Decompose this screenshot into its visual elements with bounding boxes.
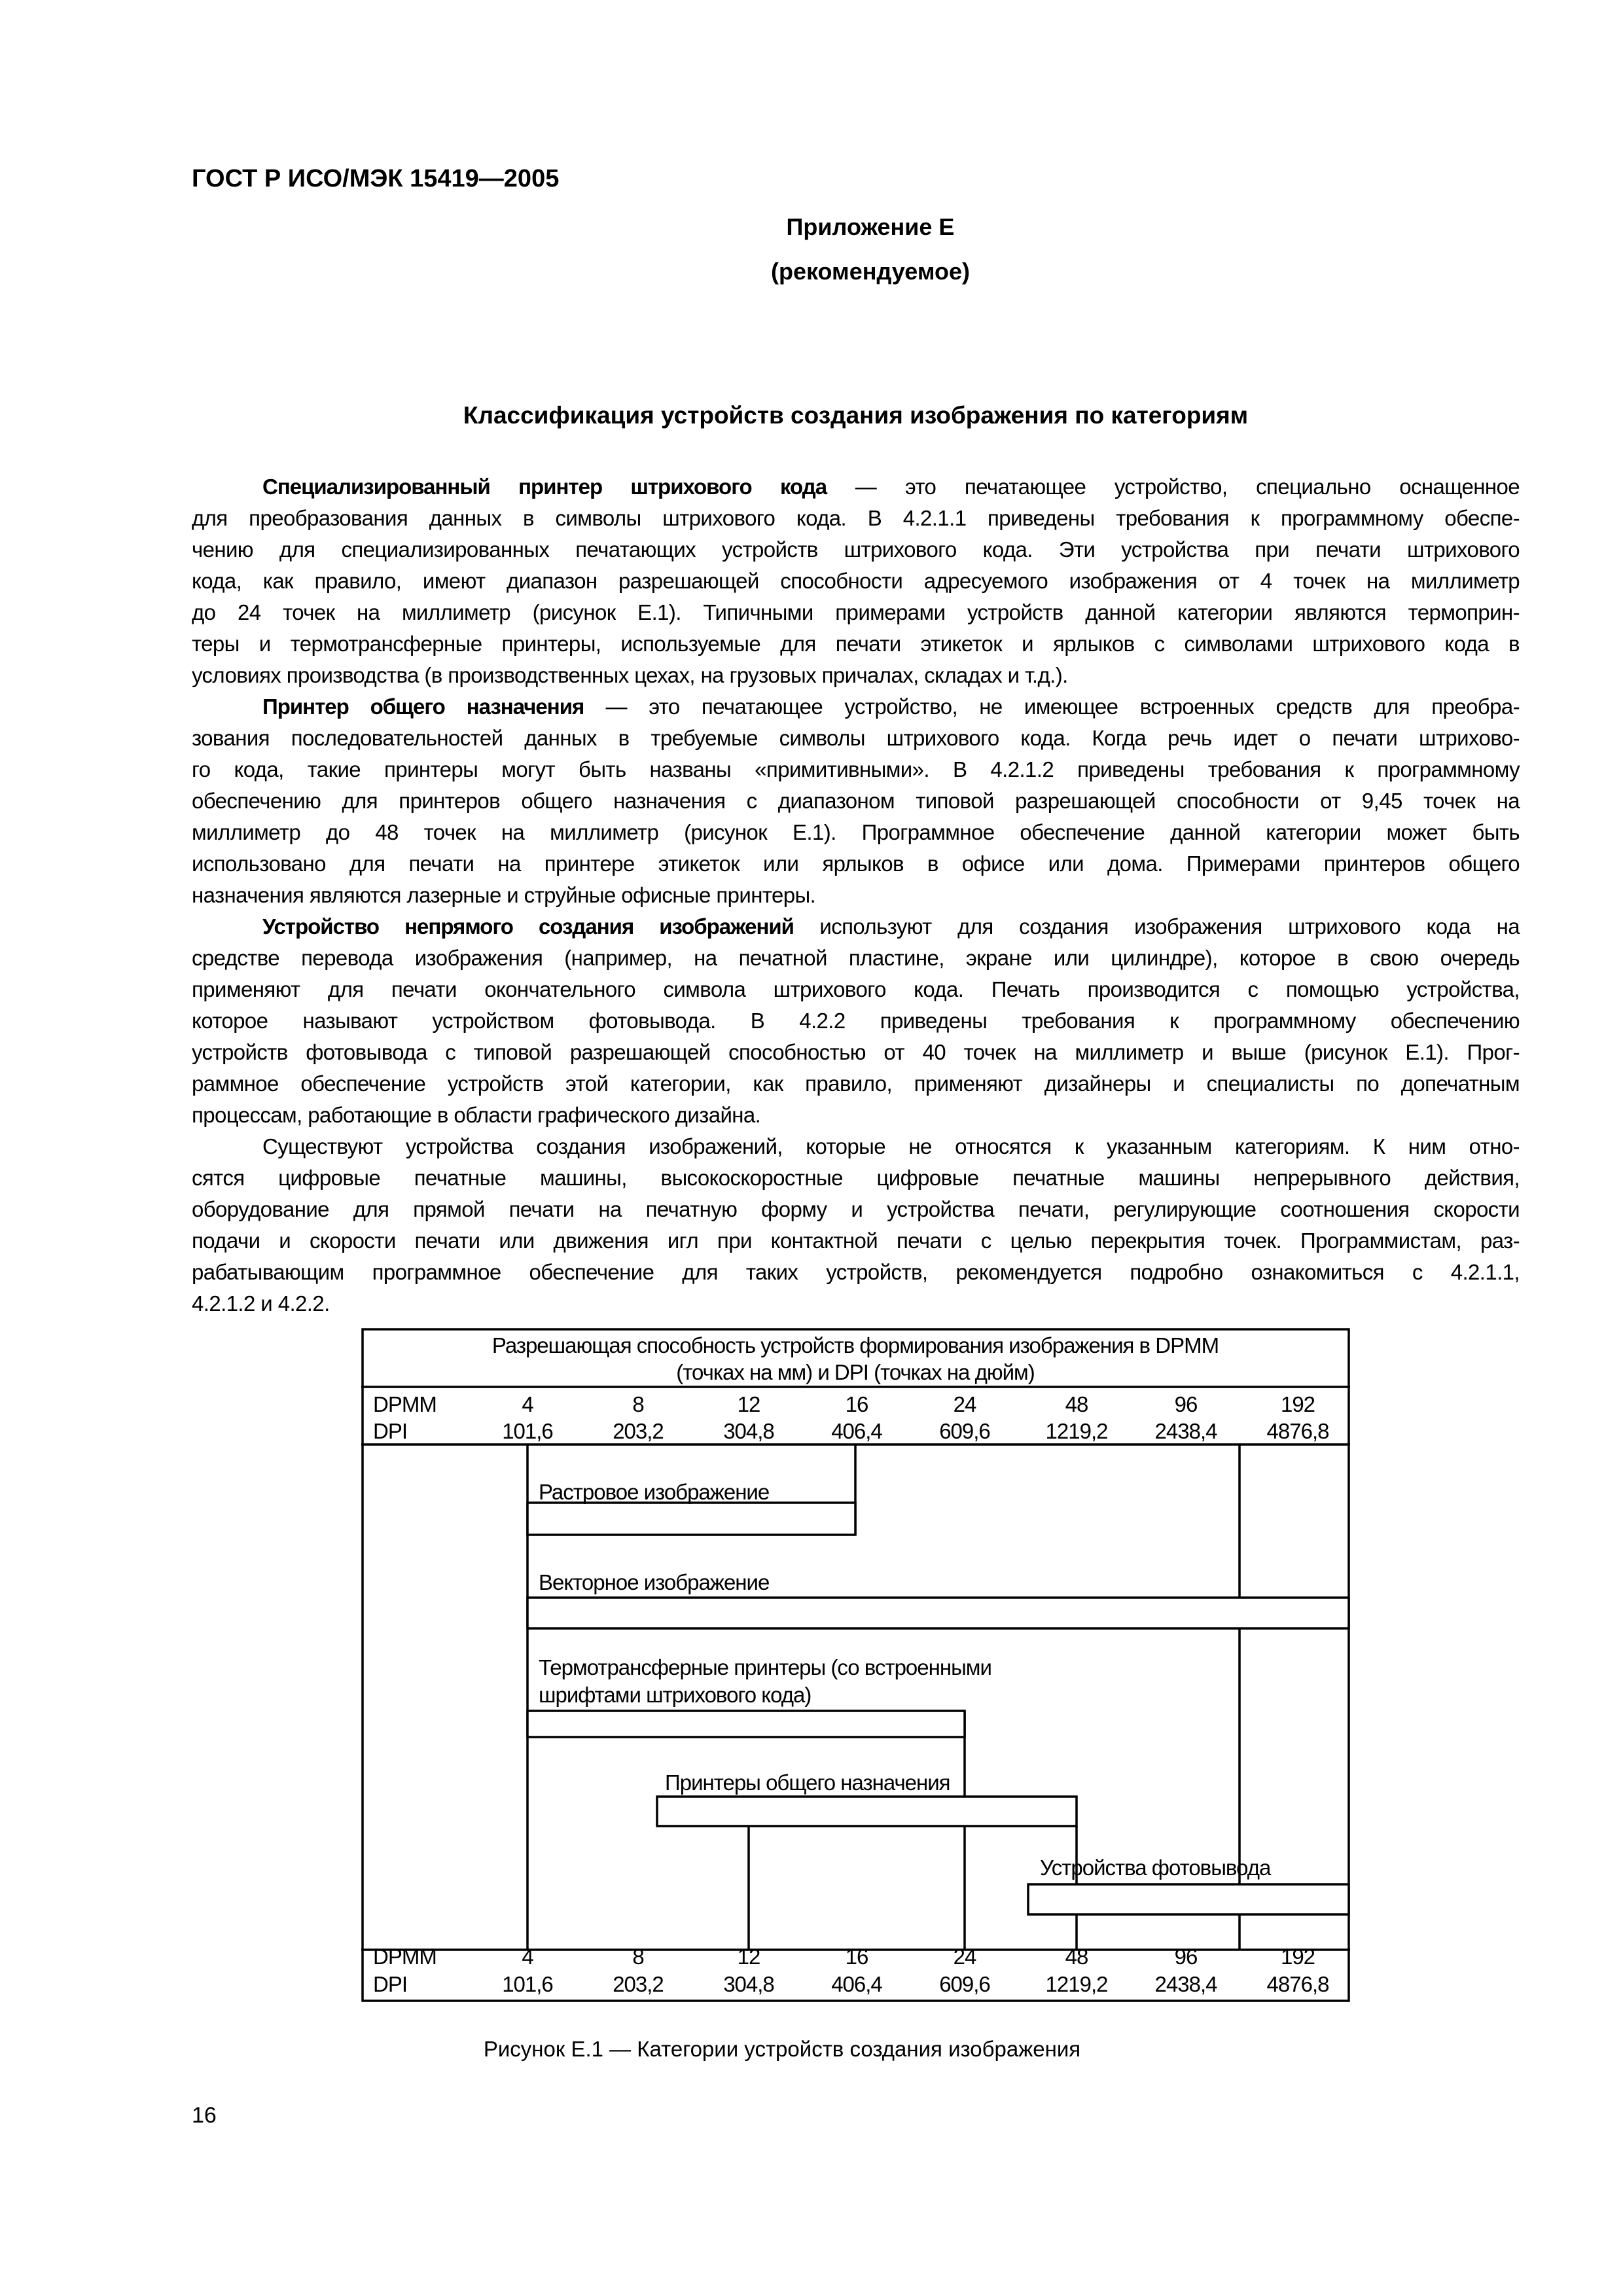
dpi-tick-label: 406,4 <box>831 1972 882 1996</box>
text-line <box>192 723 1520 754</box>
dpi-tick-label: 203,2 <box>613 1972 664 1996</box>
term-bold: Принтер общего назначения <box>262 694 584 719</box>
line-text: назначения являются лазерные и струйные офисные принтеры. <box>192 883 816 907</box>
line-text: миллиметр до 48 точек на миллиметр (рисунок Е.1). Программное обеспечение данной категории может быть <box>192 820 1520 844</box>
row-label-dpmm-bottom: DPMM <box>373 1945 437 1969</box>
line-text: средстве перевода изображения (например, на печатной пластине, экране или цилиндре), которое в свою очередь <box>192 946 1520 970</box>
line-text: устройств фотовывода с типовой разрешающей способностью от 40 точек на миллиметр и выше (рисунок Е.1). Прог- <box>192 1040 1520 1064</box>
text-line <box>192 1162 1520 1194</box>
text-line <box>192 471 1520 503</box>
paragraph <box>192 691 1520 911</box>
line-text: чению для специализированных печатающих устройств штрихового кода. Эти устройства при печати штрихового <box>192 537 1520 562</box>
text-line <box>192 660 1520 691</box>
bar-photo-output <box>1028 1884 1349 1914</box>
line-text: теры и термотрансферные принтеры, используемые для печати этикеток и ярлыков с символами штрихового кода в <box>192 632 1520 656</box>
dpmm-tick-label: 96 <box>1174 1945 1198 1969</box>
appendix-title: Приложение Е <box>786 213 955 240</box>
appendix-status: (рекомендуемое) <box>771 258 970 285</box>
dpmm-tick-label: 48 <box>1065 1945 1088 1969</box>
text-line <box>192 691 1520 723</box>
text-line <box>192 1288 1520 1319</box>
dpmm-tick-label: 96 <box>1174 1392 1198 1416</box>
dpmm-tick-label: 12 <box>737 1392 760 1416</box>
figure-e1 <box>361 1328 1350 2002</box>
line-text: — это печатающее устройство, специально оснащенное <box>827 475 1520 499</box>
figure-title-line: (точках на мм) и DPI (точках на дюйм) <box>676 1360 1035 1384</box>
dpi-tick-label: 2438,4 <box>1154 1419 1217 1443</box>
dpmm-tick-label: 8 <box>632 1392 644 1416</box>
dpi-tick-label: 1219,2 <box>1045 1972 1108 1996</box>
dpmm-tick-label: 8 <box>632 1945 644 1969</box>
line-text: которое называют устройством фотовывода. В 4.2.2 приведены требования к программному обеспечению <box>192 1009 1520 1033</box>
text-line <box>192 503 1520 534</box>
figure-title-line: Разрешающая способность устройств формирования изображения в DPMM <box>491 1333 1219 1357</box>
text-line <box>192 974 1520 1005</box>
text-line <box>192 754 1520 785</box>
paragraph <box>192 1131 1520 1319</box>
text-line <box>192 880 1520 911</box>
row-label-dpi-bottom: DPI <box>373 1972 408 1996</box>
line-text: сятся цифровые печатные машины, высокоскоростные цифровые печатные машины непрерывного действия, <box>192 1166 1520 1190</box>
text-line <box>192 911 1520 942</box>
bar-thermotransfer <box>527 1711 965 1737</box>
text-line <box>192 597 1520 628</box>
dpi-tick-label: 4876,8 <box>1266 1419 1329 1443</box>
line-text: оборудование для прямой печати на печатную форму и устройства печати, регулирующие соотношения скорости <box>192 1197 1520 1221</box>
line-text: условиях производства (в производственных цехах, на грузовых причалах, складах и т.д.). <box>192 663 1068 687</box>
line-text: используют для создания изображения штрихового кода на <box>793 914 1520 939</box>
text-line <box>192 942 1520 974</box>
text-line <box>192 1257 1520 1288</box>
dpi-tick-label: 101,6 <box>502 1419 553 1443</box>
row-label-dpi: DPI <box>373 1419 408 1443</box>
line-text: кода, как правило, имеют диапазон разрешающей способности адресуемого изображения от 4 точек на миллиметр <box>192 569 1520 593</box>
dpmm-tick-label: 4 <box>522 1392 533 1416</box>
text-line <box>192 534 1520 565</box>
line-text: зования последовательностей данных в требуемые символы штрихового кода. Когда речь идет о печати штрихово- <box>192 726 1520 750</box>
text-line <box>192 1100 1520 1131</box>
term-bold: Устройство непрямого создания изображений <box>262 914 794 939</box>
dpmm-tick-label: 24 <box>953 1945 976 1969</box>
bar-general-printers <box>657 1797 1077 1826</box>
line-text: до 24 точек на миллиметр (рисунок Е.1). Типичными примерами устройств данной категории являются термоприн- <box>192 600 1520 624</box>
dpmm-tick-label: 48 <box>1065 1392 1088 1416</box>
line-text: Существуют устройства создания изображений, которые не относятся к указанным категориям. К ним отно- <box>262 1134 1520 1158</box>
section-title: Классификация устройств создания изображения по категориям <box>463 402 1249 429</box>
dpi-tick-label: 304,8 <box>723 1419 774 1443</box>
bar-raster <box>527 1503 855 1535</box>
figure-caption: Рисунок Е.1 — Категории устройств создания изображения <box>483 2037 1081 2061</box>
text-line <box>192 1225 1520 1257</box>
text-line <box>192 565 1520 597</box>
paragraph <box>192 911 1520 1131</box>
dpi-tick-label: 4876,8 <box>1266 1972 1329 1996</box>
dpi-tick-label: 2438,4 <box>1154 1972 1217 1996</box>
dpi-tick-label: 609,6 <box>939 1972 990 1996</box>
dpi-tick-label: 406,4 <box>831 1419 882 1443</box>
text-line <box>192 1005 1520 1037</box>
dpi-tick-label: 101,6 <box>502 1972 553 1996</box>
line-text: — это печатающее устройство, не имеющее встроенных средств для преобра- <box>584 694 1520 719</box>
line-text: подачи и скорости печати или движения игл при контактной печати с целью перекрытия точек. Программистам, раз- <box>192 1229 1520 1253</box>
paragraph <box>192 471 1520 691</box>
dpmm-tick-label: 16 <box>845 1392 868 1416</box>
dpmm-tick-label: 192 <box>1280 1945 1315 1969</box>
line-text: использовано для печати на принтере этикеток или ярлыков в офисе или дома. Примерами принтеров общего <box>192 852 1520 876</box>
line-text: обеспечению для принтеров общего назначения с диапазоном типовой разрешающей способности от 9,45 точек на <box>192 789 1520 813</box>
dpmm-tick-label: 4 <box>522 1945 533 1969</box>
dpi-tick-label: 1219,2 <box>1045 1419 1108 1443</box>
text-line <box>192 1194 1520 1225</box>
line-text: для преобразования данных в символы штрихового кода. В 4.2.1.1 приведены требования к программному обеспе- <box>192 506 1520 530</box>
label-thermotransfer: Термотрансферные принтеры (со встроенными <box>539 1655 991 1679</box>
label-thermotransfer: шрифтами штрихового кода) <box>539 1683 812 1707</box>
line-text: рабатывающим программное обеспечение для таких устройств, рекомендуется подробно ознакомиться с 4.2.1.1, <box>192 1260 1520 1284</box>
document-header: ГОСТ Р ИСО/МЭК 15419—2005 <box>192 165 560 192</box>
text-line <box>192 1068 1520 1100</box>
text-line <box>192 785 1520 817</box>
dpi-tick-label: 609,6 <box>939 1419 990 1443</box>
text-line <box>192 628 1520 660</box>
label-vector: Векторное изображение <box>539 1570 770 1594</box>
term-bold: Специализированный принтер штрихового кода <box>262 475 827 499</box>
body-text <box>192 471 1520 1319</box>
line-text: процессам, работающие в области графического дизайна. <box>192 1103 761 1127</box>
dpi-tick-label: 304,8 <box>723 1972 774 1996</box>
dpi-tick-label: 203,2 <box>613 1419 664 1443</box>
line-text: 4.2.1.2 и 4.2.2. <box>192 1291 330 1316</box>
dpmm-tick-label: 24 <box>953 1392 976 1416</box>
dpmm-tick-label: 12 <box>737 1945 760 1969</box>
page-number: 16 <box>192 2103 217 2128</box>
text-line <box>192 848 1520 880</box>
label-photo-output: Устройства фотовывода <box>1040 1856 1271 1880</box>
dpmm-tick-label: 16 <box>845 1945 868 1969</box>
row-label-dpmm: DPMM <box>373 1392 437 1416</box>
bar-vector <box>527 1598 1349 1628</box>
line-text: раммное обеспечение устройств этой категории, как правило, применяют дизайнеры и специалисты по допечатным <box>192 1071 1520 1096</box>
text-line <box>192 1131 1520 1162</box>
line-text: применяют для печати окончательного символа штрихового кода. Печать производится с помощью устройства, <box>192 977 1520 1001</box>
dpmm-tick-label: 192 <box>1280 1392 1315 1416</box>
line-text: го кода, такие принтеры могут быть названы «примитивными». В 4.2.1.2 приведены требования к программному <box>192 757 1520 781</box>
text-line <box>192 1037 1520 1068</box>
text-line <box>192 817 1520 848</box>
label-raster: Растровое изображение <box>539 1480 770 1504</box>
label-general-printers: Принтеры общего назначения <box>665 1770 950 1795</box>
